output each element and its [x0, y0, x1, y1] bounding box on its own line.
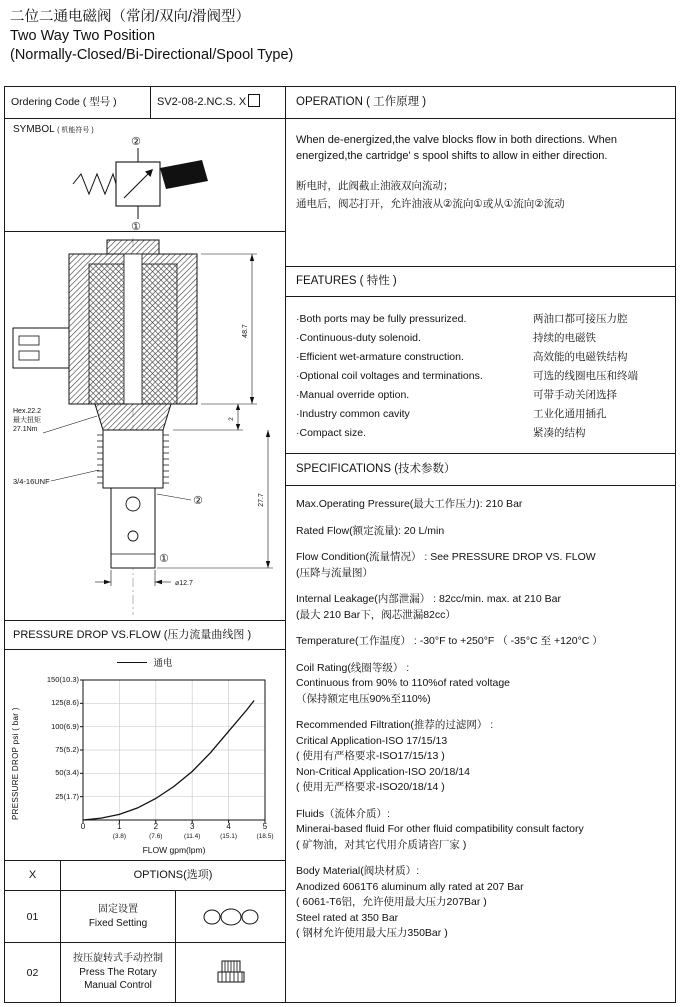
feature-item	[296, 386, 665, 405]
spec-line: Anodized 6061T6 aluminum ally rated at 207 Bar	[296, 880, 524, 893]
cartridge-technical-drawing	[5, 232, 286, 621]
right-column	[286, 87, 675, 1002]
x-tick-label: 1 (3.8)	[112, 822, 127, 840]
option-line: Fixed Setting	[88, 917, 148, 929]
spec-line: Internal Leakage(内部泄漏） : 82cc/min. max. at 210 Bar	[296, 593, 561, 605]
thread-note-label: 3/4-16UNF	[13, 477, 50, 486]
feature-zh: 可带手动关闭选择	[533, 389, 617, 401]
feature-item	[296, 310, 665, 329]
page-title-en-1: Two Way Two Position	[10, 28, 156, 44]
spec-temperature	[296, 634, 665, 650]
spring-icon	[73, 174, 116, 194]
spec-coil-rating	[296, 661, 665, 708]
spec-fluids	[296, 807, 665, 854]
left-column	[5, 87, 286, 1002]
spec-line: Rated Flow(额定流量): 20 L/min	[296, 524, 445, 537]
spec-max-pressure	[296, 497, 665, 513]
ordering-option-box	[248, 94, 260, 107]
operation-text-zh-1: 断电时，此阀截止油液双向流动；	[296, 180, 454, 192]
solenoid-icon	[160, 160, 208, 189]
y-tick-label: 150(10.3)	[46, 675, 79, 684]
spec-line: ( 矿物油，对其它代用介质请咨厂家 )	[296, 838, 467, 851]
drawing-section	[5, 232, 285, 621]
spec-line: ( 钢材允许使用最大压力350Bar )	[296, 927, 448, 939]
spec-filtration	[296, 718, 665, 796]
spec-line: Max.Operating Pressure(最大工作压力): 210 Bar	[296, 498, 523, 510]
option-line: Press The Rotary	[79, 966, 157, 978]
hex-nut	[95, 404, 171, 430]
operation-text-zh-2: 通电后，阀芯打开，允许油液从②流向①或从①流向②流动	[296, 198, 565, 210]
feature-en: ·Both ports may be fully pressurized.	[296, 313, 467, 325]
thread-left	[97, 435, 103, 483]
feature-zh: 两油口都可接压力腔	[533, 313, 628, 325]
connector-body	[13, 328, 69, 368]
spec-line: Non-Critical Application-ISO 20/18/14	[296, 765, 470, 778]
features-list	[286, 297, 675, 454]
spec-line: （保持额定电压90%至110%)	[296, 692, 431, 705]
spec-line: ( 使用无严格要求-ISO20/18/14 )	[296, 781, 445, 793]
y-tick-label: 100(6.9)	[51, 721, 79, 731]
feature-zh: 工业化通用插孔	[533, 408, 607, 420]
feature-item	[296, 367, 665, 386]
feature-item	[296, 329, 665, 348]
fixed-setting-cap-icon	[203, 908, 259, 926]
x-tick-label: 4 (15.1)	[220, 822, 238, 840]
symbol-port-2-label: ②	[131, 136, 141, 148]
symbol-label-zh: ( 机能符号 )	[57, 127, 94, 134]
feature-zh: 紧凑的结构	[533, 427, 586, 439]
symbol-section-label	[13, 124, 94, 135]
option-description	[61, 943, 176, 1002]
pressure-flow-chart	[5, 650, 285, 861]
pressure-drop-header: PRESSURE DROP VS.FLOW (压力流量曲线图 )	[5, 621, 285, 650]
spec-body-material	[296, 864, 665, 942]
feature-en: ·Optional coil voltages and terminations.	[296, 370, 483, 382]
page-title-zh: 二位二通电磁阀（常闭/双向/滑阀型）	[10, 9, 251, 25]
spec-line: Flow Condition(流量情况） : See PRESSURE DROP VS. FLOW	[296, 551, 596, 563]
spec-line: Continuous from 90% to 110%of rated voltage	[296, 677, 511, 689]
symbol-section	[5, 119, 285, 232]
armature-tube	[124, 254, 142, 404]
feature-en: ·Industry common cavity	[296, 408, 410, 420]
feature-item	[296, 405, 665, 424]
y-tick-label: 75(5.2)	[55, 745, 79, 754]
spec-internal-leakage	[296, 592, 665, 623]
spec-flow-condition	[296, 550, 665, 581]
spec-line: Coil Rating(线圈等级） :	[296, 661, 410, 674]
hex-note-line-1: Hex.22.2	[13, 408, 42, 415]
x-tick-label: 2 (7.6)	[149, 822, 163, 840]
tip-port-hole	[128, 531, 138, 541]
ordering-code-value	[151, 87, 285, 118]
spec-line: Recommended Filtration(推荐的过滤网） :	[296, 719, 494, 731]
symbol-label-en: SYMBOL	[13, 124, 55, 135]
x-tick-label: 3 (11.4)	[183, 822, 201, 840]
ordering-code-label: Ordering Code ( 型号 )	[5, 87, 151, 118]
feature-zh: 高效能的电磁铁结构	[533, 351, 628, 363]
table-row	[5, 943, 285, 1002]
legend-line-sample	[117, 662, 147, 663]
spec-line: Fluids（流体介质）:	[296, 807, 390, 820]
valve-body	[103, 430, 163, 488]
ordering-code-text: SV2-08-2.NC.S. X	[157, 96, 247, 108]
coil-top-nut	[107, 240, 159, 254]
spec-line: Body Material(阀块材质）:	[296, 865, 420, 877]
table-row	[5, 891, 285, 943]
ordering-code-row	[5, 87, 285, 119]
y-tick-label: 125(8.6)	[51, 698, 79, 708]
rotary-knob-icon	[209, 960, 253, 986]
options-table-header	[5, 861, 285, 891]
feature-en: ·Compact size.	[296, 427, 367, 439]
option-code: 02	[5, 943, 61, 1002]
spec-line: Temperature(工作温度） : -30°F to +250°F （ -35°C 至 +120°C ）	[296, 635, 603, 647]
feature-zh: 可选的线圈电压和终端	[533, 370, 638, 382]
title-block	[10, 8, 293, 65]
options-col-title: OPTIONS(选项)	[133, 869, 213, 881]
y-tick-label: 50(3.4)	[55, 768, 79, 778]
feature-en: ·Efficient wet-armature construction.	[296, 351, 464, 363]
thread-right	[163, 435, 169, 483]
option-icon-cell	[176, 891, 285, 942]
connector-pin-1	[19, 336, 39, 345]
cross-port-hole	[126, 497, 140, 511]
spec-line: ( 使用有严格要求-ISO17/15/13 )	[296, 750, 445, 762]
option-line: Manual Control	[84, 980, 152, 992]
page-title-en-2: (Normally-Closed/Bi-Directional/Spool Type)	[10, 47, 294, 63]
spec-line: Minerai-based fluid For other fluid compatibility consult factory	[296, 823, 584, 835]
option-icon-cell	[176, 943, 285, 1002]
chart-x-axis-label: FLOW gpm(lpm)	[142, 845, 206, 855]
spec-line: Steel rated at 350 Bar	[296, 911, 399, 924]
spec-line: (压降与流量图）	[296, 566, 373, 579]
spec-line: Critical Application-ISO 17/15/13	[296, 734, 448, 747]
hydraulic-symbol	[5, 119, 286, 232]
options-col-x: X	[5, 861, 61, 890]
legend-label: 通电	[153, 658, 173, 669]
feature-item	[296, 424, 665, 443]
option-line: 按压旋转式手动控制	[73, 953, 163, 965]
operation-text-en: When de-energized,the valve blocks flow in both directions. When energized,the cartridge' s spool shifts to allow in either direction.	[296, 134, 618, 162]
specifications-list	[286, 486, 675, 942]
drawing-port-2-label: ②	[193, 495, 203, 507]
options-table	[5, 861, 285, 1002]
feature-en: ·Manual override option.	[296, 389, 410, 401]
flow-arrow	[124, 171, 151, 198]
drawing-port-1-label: ①	[159, 553, 169, 565]
main-frame	[4, 86, 676, 1003]
spec-line: (最大 210 Bar下，阀芯泄漏82cc）	[296, 608, 456, 621]
feature-item	[296, 348, 665, 367]
option-description	[61, 891, 176, 942]
hex-note-line-2: 最大扭矩	[13, 417, 41, 424]
specifications-header: SPECIFICATIONS (技术参数）	[286, 454, 675, 486]
features-header: FEATURES ( 特性 )	[286, 267, 675, 297]
x-tick-label: 0	[80, 822, 86, 831]
option-code: 01	[5, 891, 61, 942]
dim-body-length-label: 27.7	[258, 493, 265, 507]
dim-coil-height-label: 48.7	[242, 324, 249, 338]
dim-tip-dia-label: ⌀12.7	[175, 580, 193, 587]
spec-line: ( 6061-T6铝，允许使用最大压力207Bar )	[296, 896, 487, 908]
operation-header: OPERATION ( 工作原理 )	[286, 87, 675, 119]
operation-text	[286, 119, 675, 267]
symbol-port-1-label: ①	[131, 221, 141, 232]
option-line: 固定设置	[98, 904, 138, 915]
x-tick-label: 5 (18.5)	[256, 822, 274, 840]
hex-note-line-3: 27.1Nm	[13, 426, 38, 433]
feature-zh: 持续的电磁铁	[533, 332, 596, 344]
spec-rated-flow	[296, 524, 665, 540]
feature-en: ·Continuous-duty solenoid.	[296, 332, 421, 344]
connector-pin-2	[19, 351, 39, 360]
chart-y-axis-label: PRESSURE DROP psi ( bar )	[11, 707, 20, 820]
dim-hex-thickness-label: 2	[228, 417, 235, 421]
chart-legend	[5, 655, 285, 669]
y-tick-label: 25(1.7)	[55, 791, 79, 801]
